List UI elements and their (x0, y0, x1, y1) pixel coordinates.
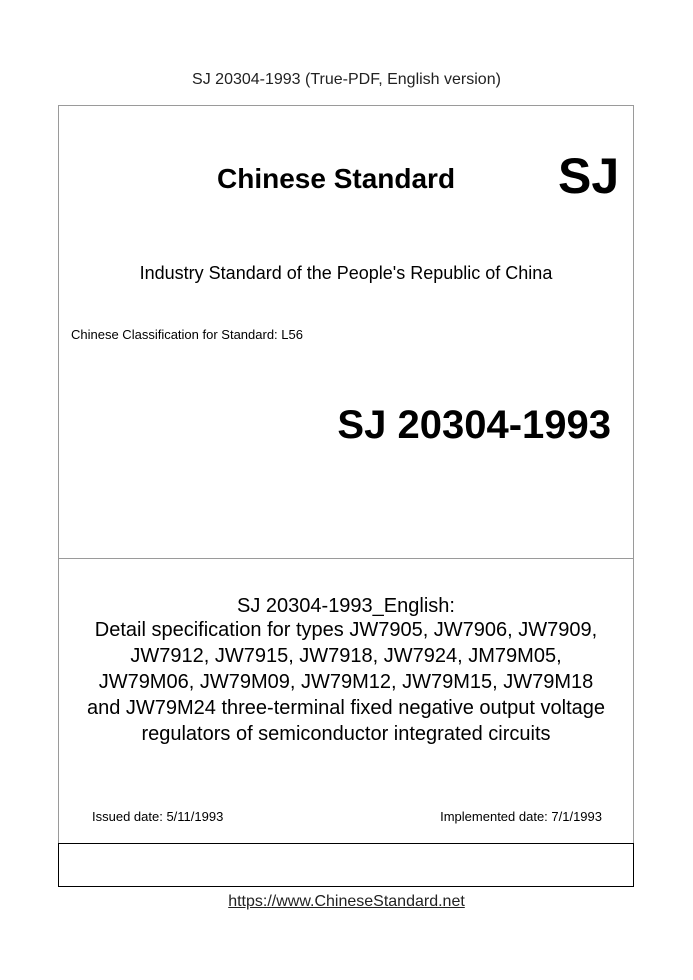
classification-line: Chinese Classification for Standard: L56 (71, 327, 303, 342)
standard-number: SJ 20304-1993 (337, 403, 611, 447)
description-line: Detail specification for types JW7905, JW7906, JW7909, (94, 619, 598, 641)
cover-heading: Chinese Standard (217, 163, 456, 194)
cover-description-section (59, 559, 633, 844)
document-label: SJ 20304-1993 (True-PDF, English version) (192, 71, 501, 88)
cover-bottom-box (58, 843, 634, 887)
cover-upper-section (59, 106, 633, 559)
industry-line: Industry Standard of the People's Republic of China (139, 263, 553, 283)
standard-mark: SJ (558, 148, 620, 204)
issued-date: Issued date: 5/11/1993 (92, 809, 224, 824)
cover-frame (58, 105, 634, 887)
description-line: and JW79M24 three-terminal fixed negative output voltage (86, 697, 606, 719)
description-line: regulators of semiconductor integrated circuits (141, 723, 551, 745)
description-title: SJ 20304-1993_English: (237, 595, 455, 617)
description-line: JW7912, JW7915, JW7918, JW7924, JM79M05, (130, 645, 562, 667)
description-line: JW79M06, JW79M09, JW79M12, JW79M15, JW79M18 (98, 671, 594, 693)
implemented-date: Implemented date: 7/1/1993 (440, 809, 602, 824)
footer-link[interactable]: https://www.ChineseStandard.net (228, 893, 465, 910)
